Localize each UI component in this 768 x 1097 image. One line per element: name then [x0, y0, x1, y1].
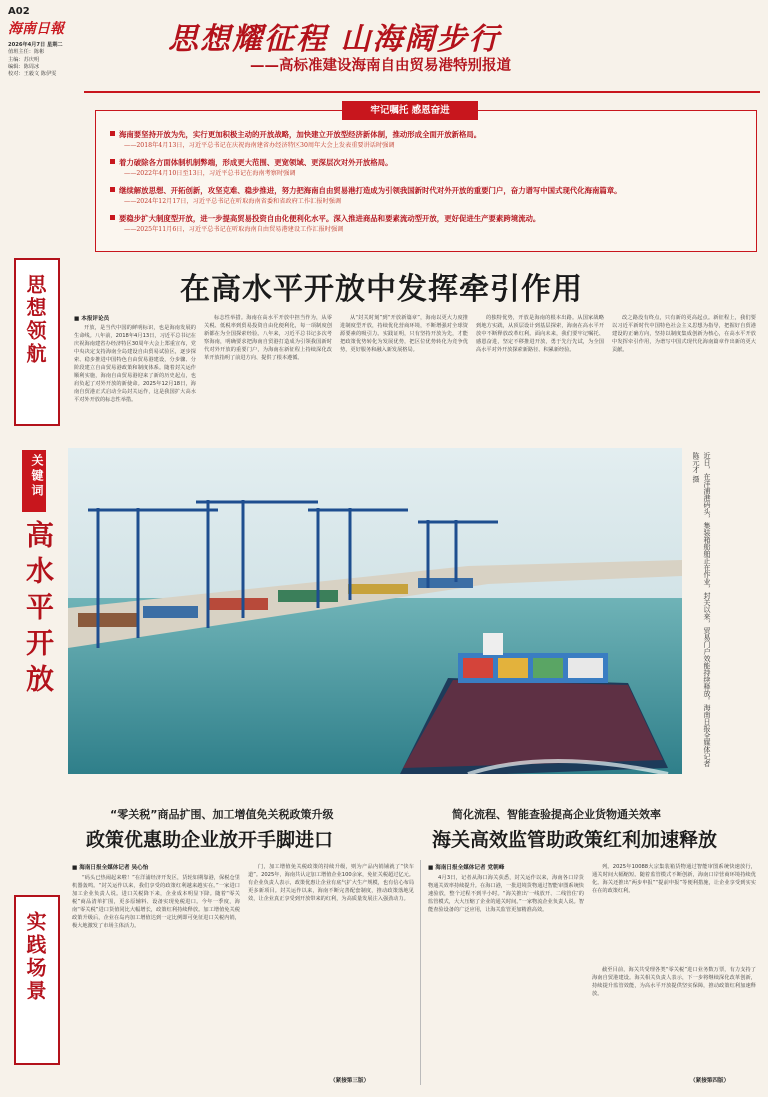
section2-right-col-2: 列。2025年10088大宗集装箱货物通过智能审图系统快速放行，通关时间大幅缩短。随着监管模式不断创新，海南口岸营商环境持续优化。海关还推出“两步申报”“提前申报”等便利措施，让企业享受到实实在在的政策红利。	[592, 864, 756, 894]
side-label-practice	[14, 895, 60, 1065]
section2-divider	[420, 860, 421, 1085]
memo-quote-1: 海南要坚持开放为先，实行更加积极主动的开放战略，加快建立开放型经济新体制，推动形成全面开放新格局。	[110, 129, 750, 140]
side-label-practice-text: 实践场景	[23, 911, 47, 1003]
editor-line-4: 校对：王毅文 陈伊雯	[8, 71, 57, 78]
side-label-thought	[14, 258, 60, 426]
port-photo-image	[68, 448, 682, 774]
banner-rule	[84, 91, 760, 93]
memo-source-4: ——2025年11月6日，习近平总书记在听取海南自由贸易港建设工作汇报时强调	[124, 226, 344, 233]
page-number: A02	[8, 6, 30, 17]
section1-col-2: 标志性举措。海南在高水平开放中担当作为，从零关税、低税率到贸易投资自由化便利化，每一项制度创新都在为全国探索经验。八年来，习近平总书记多次考察海南，明确要求把海南自贸港打造成为引领我国新时代对外开放的重要门户，为海南在新征程上持续深化改革开放指明了前进方向、提供了根本遵循。	[204, 315, 332, 361]
keyword-word: 高水平开放	[22, 520, 55, 700]
editor-line-2: 主编：苏庆明	[8, 56, 40, 63]
bullet-icon	[110, 215, 115, 220]
paper-logo: 海南日報	[8, 21, 64, 37]
issue-date: 2026年4月7日 星期二	[8, 42, 63, 48]
memo-source-2: ——2022年4月10日至13日，习近平总书记在海南考察时强调	[124, 170, 296, 177]
memo-quote-4: 要稳步扩大制度型开放，进一步提高贸易投资自由化便利化水平。深入推进商品和要素流动型开放，更好促进生产要素跨境流动。	[110, 213, 750, 224]
bullet-icon	[110, 131, 115, 136]
section2-right-byline: ■ 海南日报全媒体记者 党朝峰	[428, 865, 505, 871]
section2-right-end: （紧接第四版）	[690, 1078, 730, 1084]
section2-left-byline: ■ 海南日报全媒体记者 吴心怡	[72, 865, 149, 871]
section2-left-kicker: “零关税”商品扩围、加工增值免关税政策升级	[110, 808, 334, 821]
keyword-panel	[14, 450, 56, 740]
port-photo	[68, 448, 682, 774]
section1-col-5: 改之路没有终点，只有新的更高起点。新征程上，我们要以习近平新时代中国特色社会主义思想为指导，把握好自贸港建设的正确方向，坚持以制度集成创新为核心，在高水平开放中发挥牵引作用，为谱写中国式现代化海南篇章作出新的更大贡献。	[612, 315, 756, 353]
memo-source-3: ——2024年12月17日，习近平总书记在听取海南省委和省政府工作汇报时强调	[124, 198, 342, 205]
memo-source-1: ——2018年4月13日，习近平总书记在庆祝海南建省办经济特区30周年大会上发表重要讲话时强调	[124, 142, 395, 149]
section1-col-1: 开放，是当代中国的鲜明标识，也是海南发展的生命线。八年前，2018年4月13日，习近平总书记在庆祝海南建省办经济特区30周年大会上郑重宣布，党中央决定支持海南全岛建设自由贸易试验区，逐步探索、稳步推进中国特色自由贸易港建设，分步骤、分阶段建立自由贸易港政策和制度体系。随着封关运作顺利实施，海南自由贸易港迎来了新的历史起点，也肩负起了对外开放的新使命。2025年12月18日，海南自贸港正式启动全岛封关运作，这是我国扩大高水平对外开放的标志性举措。	[74, 325, 196, 403]
section2-left-col-1: “码头已热闹起来啦！”在洋浦经济开发区，货轮如期靠港，保税仓里机器轰鸣。“封关运作以来，我们享受的政策红利越来越实在。”一家进口加工企业负责人说。进口关税降下来，企业成本明显下降。随着“零关税”商品清单扩围，更多原辅料、设备实现免税进口。今年一季度，海南“零关税”进口货值同比大幅增长，政策红利持续释放。加工增值免关税政策升级后，企业在岛内加工增值达到一定比例即可免征进口关税内销，极大地激发了市场主体活力。	[72, 875, 240, 929]
photo-caption: 近日，在洋浦港码头，集装箱船舶正在作业，封关以来，贸易门户效能持续释放。海南日报全媒体记者 陈元才 摄	[692, 452, 711, 767]
section2-left-col-2: 门，加工增值免关税政策的持续升级，则为产品内销铺就了“快车道”。2025年，海南共认定加工增值企业100余家，免征关税超过亿元。有企业负责人表示，政策优惠让企业有底气扩大生产规模，也有信心布局更多新项目。封关运作以来，海南不断完善配套制度，推动政策落地见效，让企业真正享受到开放带来的红利，为高质量发展注入强劲动力。	[248, 864, 414, 902]
section2-left-end: （紧接第三版）	[330, 1078, 370, 1084]
bullet-icon	[110, 187, 115, 192]
section2-right-headline: 海关高效监管助政策红利加速释放	[432, 829, 718, 851]
memo-quote-3: 继续解放思想、开拓创新，攻坚克难、稳步推进，努力把海南自由贸易港打造成为引领我国新时代对外开放的重要门户，奋力谱写中国式现代化海南篇章。	[110, 185, 750, 196]
keyword-tag: 关键词	[22, 450, 46, 512]
section2-right-kicker: 简化流程、智能查验提高企业货物通关效率	[452, 808, 661, 821]
banner-title: 思想耀征程 山海阔步行	[168, 22, 501, 57]
section1-headline: 在高水平开放中发挥牵引作用	[180, 272, 583, 307]
editor-line-1: 值班主任：陈彬	[8, 49, 45, 56]
section1-byline: ■ 本报评论员	[74, 316, 110, 322]
section1-col-3: 从“封关时刻”到“开放新篇章”，海南以更大力度推进制度型开放，持续优化营商环境，不断增强对全球资源要素的吸引力。实践证明，只有坚持开放为先，才能把政策优势转化为发展优势，把区位优势转化为竞争优势，更好服务和融入新发展格局。	[340, 315, 468, 353]
section1-col-4: 的独特优势，开放是海南的根本出路。从国家战略到地方实践，从顶层设计到基层探索，海南在高水平开放中不断释放改革红利。面向未来，我们要牢记嘱托、感恩奋进，坚定不移推进开放，勇于先行先试，为全国高水平对外开放探索新路径、积累新经验。	[476, 315, 604, 353]
editor-line-3: 编辑：陈周冰	[8, 63, 40, 70]
banner-subtitle: ——高标准建设海南自由贸易港特别报道	[250, 58, 511, 74]
memo-quote-2: 着力破除各方面体制机制弊端，形成更大范围、更宽领域、更深层次对外开放格局。	[110, 157, 750, 168]
section2-left-headline: 政策优惠助企业放开手脚进口	[86, 829, 334, 851]
section2-right-col-1: 4月3日，记者从海口海关获悉，封关运作以来，海南各口岸货物通关效率持续提升。在海口港，一批进境货物通过智能审图系统快速验放，整个过程不到半小时。“海关推出‘一线放开、二线管住’的监管模式，大大压缩了企业的通关时间。”一家物流企业负责人说。智能查验设备的广泛应用，让海关监管更加精准高效。	[428, 875, 584, 913]
side-label-thought-text: 思想领航	[23, 274, 47, 366]
section2-right-col-3: 截至目前，海关共受理各类“零关税”进口业务数万票，有力支持了海南自贸港建设。海关相关负责人表示，下一步将继续深化改革创新，持续提升监管效能，为高水平开放提供坚实保障，推动政策红利加速释放。	[592, 967, 756, 997]
memory-box-title: 牢记嘱托 感恩奋进	[342, 101, 478, 120]
bullet-icon	[110, 159, 115, 164]
